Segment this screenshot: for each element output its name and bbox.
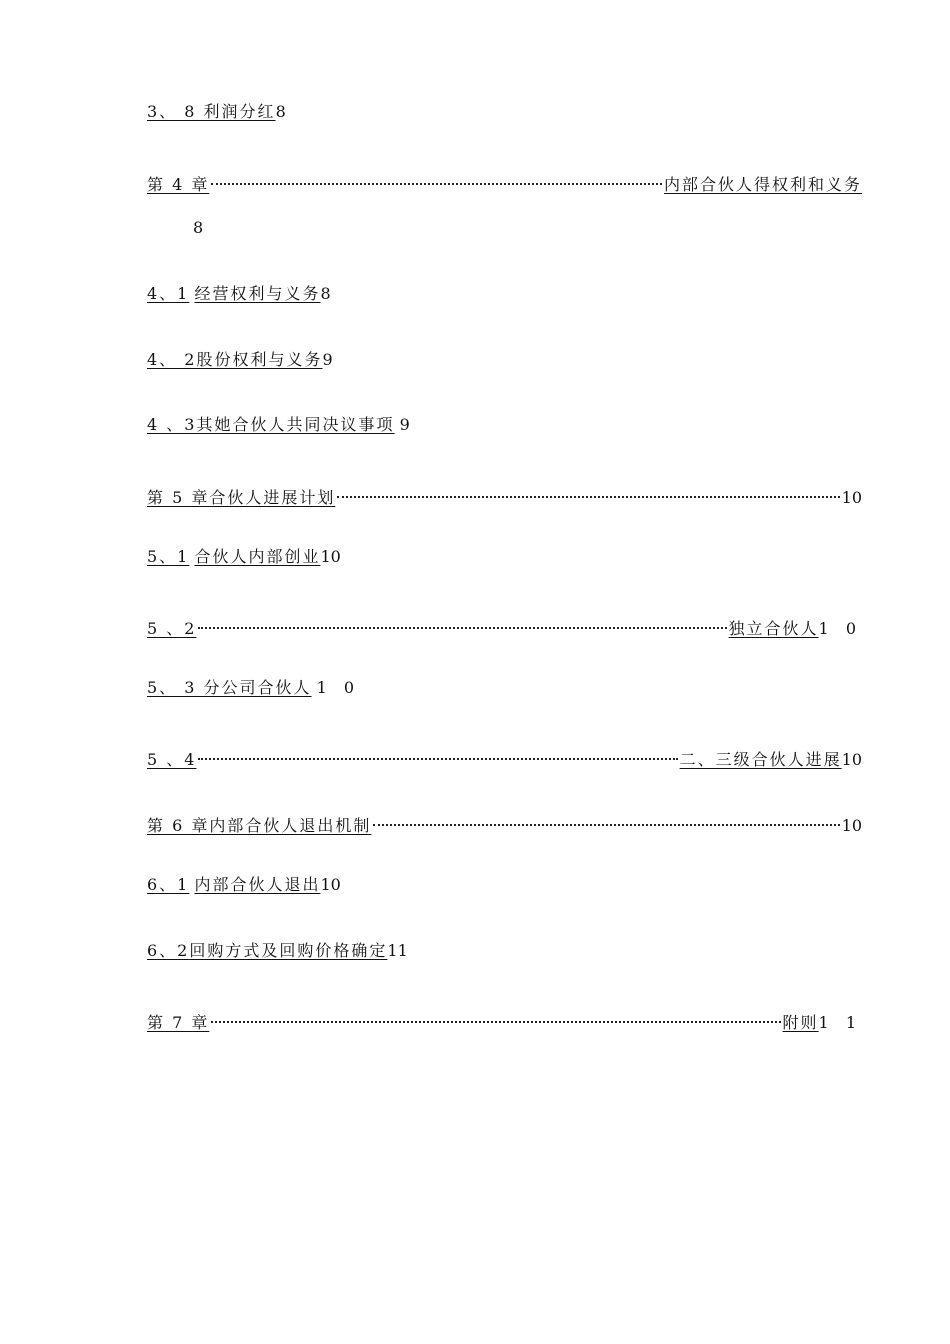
toc-entry-5-3[interactable] (147, 676, 360, 700)
toc-entry-title: 独立合伙人 (728, 619, 819, 638)
toc-entry-page: 1 0 (818, 619, 862, 638)
toc-entry-number: 4、 2 (147, 350, 197, 369)
toc-entry-title: 回购方式及回购价格确定 (189, 941, 388, 960)
toc-entry-title: 经营权利与义务 (194, 284, 321, 303)
toc-entry-page: 9 (322, 350, 333, 369)
toc-entry-number: 4 、3 (147, 415, 197, 434)
toc-entry-page: 10 (841, 488, 862, 507)
toc-entry-title: 股份权利与义务 (196, 350, 323, 369)
toc-entry-number: 5 、2 (147, 619, 197, 638)
toc-entry-title: 其她合伙人共同决议事项 (196, 415, 395, 434)
toc-entry-5-2[interactable] (147, 610, 862, 638)
toc-entry-number: 第 6 章 (147, 816, 210, 835)
toc-entry-number: 3、 8 (147, 102, 204, 121)
toc-entry-title: 内部合伙人得权利和义务 (663, 175, 862, 194)
toc-entry-title: 附则 (782, 1013, 819, 1032)
toc-entry-page: 10 (320, 875, 341, 894)
toc-entry-4-2[interactable] (147, 348, 333, 372)
toc-entry-page: 10 (841, 750, 862, 769)
toc-entry-4-3[interactable] (147, 413, 410, 437)
toc-entry-page: 8 (275, 102, 286, 121)
toc-entry-title: 合伙人进展计划 (209, 488, 336, 507)
toc-entry-number: 第 7 章 (147, 1013, 210, 1032)
dot-leader (198, 610, 726, 634)
toc-entry-number: 第 5 章 (147, 488, 210, 507)
dot-leader (373, 807, 839, 831)
dot-leader (337, 479, 839, 503)
toc-entry-number: 5 、4 (147, 750, 197, 769)
toc-entry-title: 内部合伙人退出 (194, 875, 321, 894)
toc-entry-page: 1 0 (316, 678, 361, 697)
toc-entry-page: 9 (399, 415, 410, 434)
toc-entry-4-1[interactable] (147, 282, 331, 306)
dot-leader (211, 166, 662, 190)
toc-chapter-5[interactable] (147, 479, 862, 507)
toc-entry-number: 6、1 (147, 875, 190, 894)
toc-chapter-4-page: 8 (193, 218, 204, 237)
toc-entry-title: 二、三级合伙人进展 (679, 750, 842, 769)
dot-leader (198, 741, 677, 765)
toc-entry-page: 1 1 (818, 1013, 862, 1032)
toc-entry-page: 11 (387, 941, 408, 960)
toc-entry-number: 4、1 (147, 284, 190, 303)
toc-entry-page: 8 (320, 284, 331, 303)
toc-chapter-7[interactable] (147, 1004, 862, 1032)
toc-chapter-4[interactable] (147, 166, 862, 194)
toc-entry-6-2[interactable] (147, 939, 408, 963)
toc-entry-number: 第 4 章 (147, 175, 210, 194)
dot-leader (211, 1004, 780, 1028)
toc-chapter-6[interactable] (147, 807, 862, 835)
toc-entry-5-4[interactable] (147, 741, 862, 769)
toc-entry-number: 5、 3 (147, 678, 204, 697)
toc-entry-3-8[interactable] (147, 100, 286, 124)
toc-entry-number: 6、2 (147, 941, 190, 960)
toc-entry-5-1[interactable] (147, 545, 341, 569)
toc-entry-page: 10 (320, 547, 341, 566)
toc-entry-number: 5、1 (147, 547, 190, 566)
toc-entry-title: 内部合伙人退出机制 (209, 816, 372, 835)
toc-entry-title: 合伙人内部创业 (194, 547, 321, 566)
toc-entry-6-1[interactable] (147, 873, 341, 897)
toc-entry-title: 利润分红 (203, 102, 276, 121)
toc-entry-title: 分公司合伙人 (203, 678, 312, 697)
toc-entry-page: 10 (841, 816, 862, 835)
